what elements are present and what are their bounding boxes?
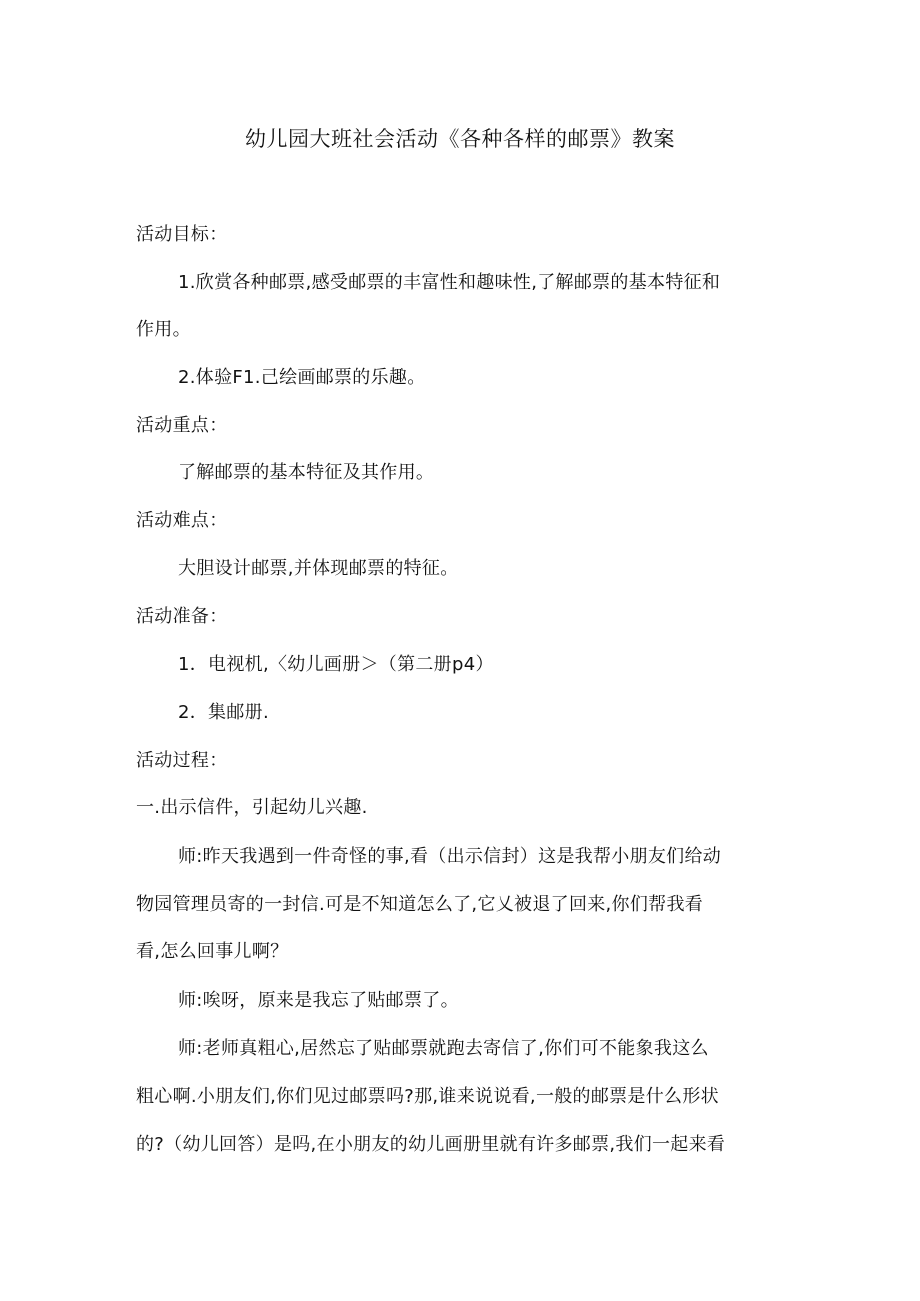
paragraph-line: 师:老师真粗心,居然忘了贴邮票就跑去寄信了,你们可不能象我这么: [178, 1038, 709, 1059]
paragraph-line: 一.出示信件，引起幼儿兴趣.: [136, 797, 368, 818]
paragraph-line: 看,怎么回事儿啊？: [136, 941, 289, 962]
section-heading-process: 活动过程：: [136, 750, 228, 771]
paragraph-line: 1．电视机,〈幼儿画册＞（第二册p4）: [178, 654, 494, 675]
section-heading-goals: 活动目标：: [136, 224, 228, 245]
paragraph-line: 2．集邮册.: [178, 702, 269, 723]
document-title: 幼儿园大班社会活动《各种各样的邮票》教案: [245, 127, 675, 151]
paragraph-line: 大胆设计邮票,并体现邮票的特征。: [178, 558, 459, 579]
paragraph-line: 的?（幼儿回答）是吗,在小朋友的幼儿画册里就有许多邮票,我们一起来看: [136, 1134, 726, 1155]
paragraph-line: 了解邮票的基本特征及其作用。: [178, 462, 435, 483]
paragraph-line: 1.欣赏各种邮票,感受邮票的丰富性和趣味性,了解邮票的基本特征和: [178, 272, 721, 293]
paragraph-line: 师:唉呀，原来是我忘了贴邮票了。: [178, 990, 459, 1011]
paragraph-line: 物园管理员寄的一封信.可是不知道怎么了,它乂被退了回来,你们帮我看: [136, 894, 704, 915]
section-heading-focus: 活动重点：: [136, 415, 228, 436]
section-heading-preparation: 活动准备：: [136, 606, 228, 627]
paragraph-line: 2.体验F1.己绘画邮票的乐趣。: [178, 367, 426, 388]
paragraph-line: 师:昨天我遇到一件奇怪的事,看（出示信封）这是我帮小朋友们给动: [178, 846, 722, 867]
paragraph-line: 作用。: [136, 319, 191, 340]
section-heading-difficulty: 活动难点：: [136, 510, 228, 531]
paragraph-line: 粗心啊.小朋友们,你们见过邮票吗?那,谁来说说看,一般的邮票是什么形状: [136, 1086, 719, 1107]
